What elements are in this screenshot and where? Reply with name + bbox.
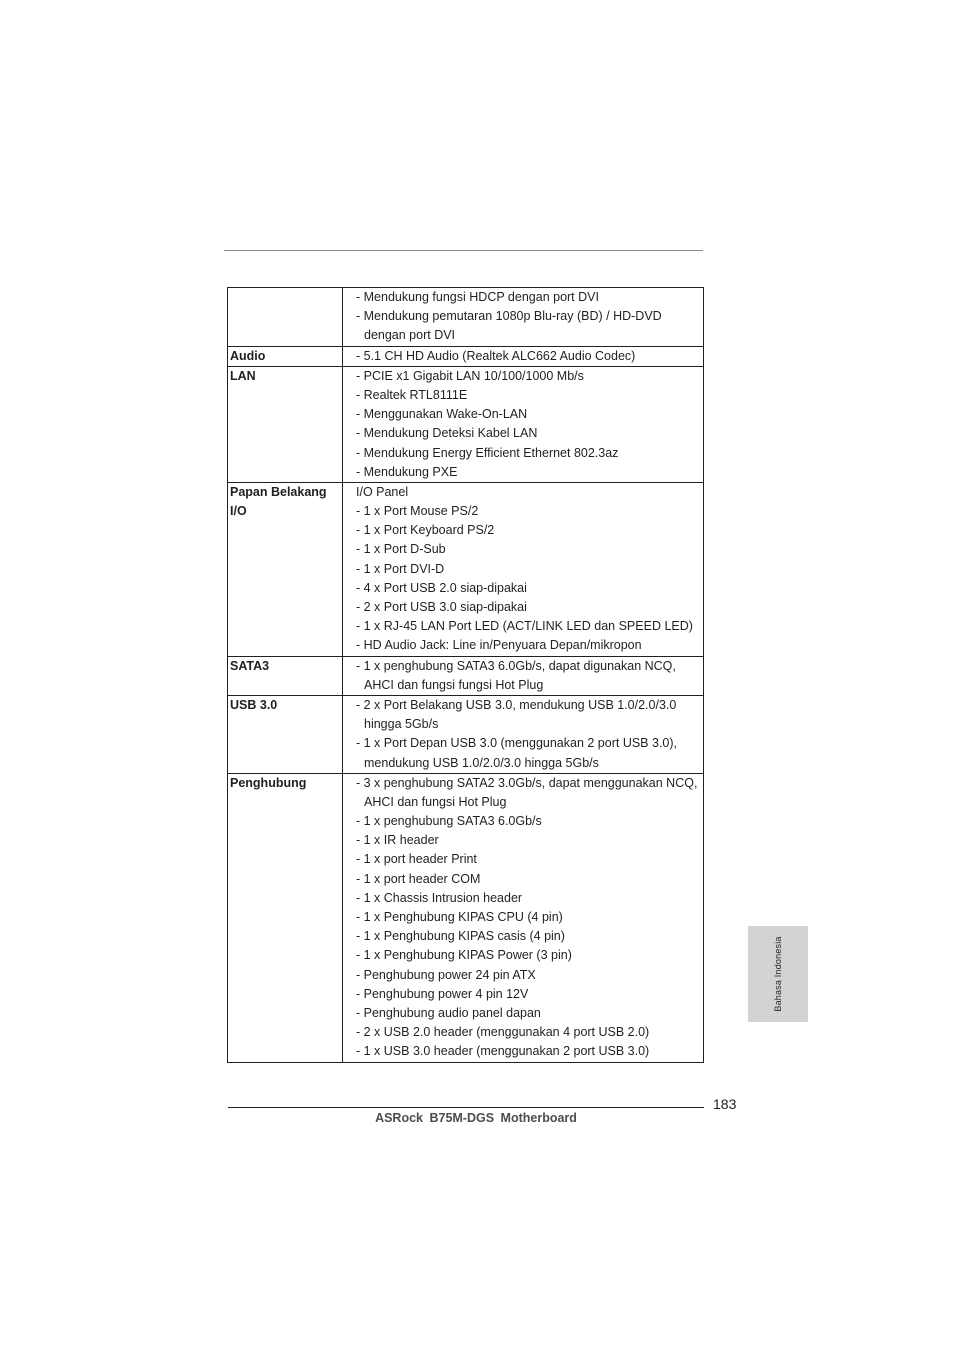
spec-row-graphics-cont <box>228 288 704 347</box>
footer-rule <box>228 1107 704 1108</box>
spec-label-cell <box>228 482 343 656</box>
spec-label: SATA3 <box>230 658 270 673</box>
spec-value-line: - 1 x penghubung SATA3 6.0Gb/s, dapat digunakan NCQ, <box>356 658 676 673</box>
spec-label-cell <box>228 288 343 347</box>
language-tab-label: Bahasa Indonesia <box>773 936 783 1012</box>
spec-value-line: - 1 x port header COM <box>356 871 481 886</box>
spec-value-line: - 1 x Penghubung KIPAS Power (3 pin) <box>356 948 572 963</box>
spec-value-cell <box>343 695 704 773</box>
spec-row-audio <box>228 346 704 366</box>
spec-value-line: - Mendukung Energy Efficient Ethernet 802.3az <box>356 445 619 460</box>
spec-value-line: - 1 x Port Keyboard PS/2 <box>356 523 495 538</box>
spec-value-line: - 1 x Port DVI-D <box>356 561 445 576</box>
spec-value-cell <box>343 656 704 695</box>
spec-value-line: - Realtek RTL8111E <box>356 387 468 402</box>
spec-value-line: I/O Panel <box>356 484 409 499</box>
spec-value-line: - Mendukung fungsi HDCP dengan port DVI <box>356 290 599 304</box>
footer-product-name: ASRock B75M-DGS Motherboard <box>375 1111 577 1125</box>
spec-value-line: AHCI dan fungsi Hot Plug <box>364 794 507 809</box>
language-side-tab <box>748 926 808 1022</box>
spec-value-line: - 1 x Chassis Intrusion header <box>356 890 523 905</box>
spec-value-cell <box>343 773 704 1062</box>
spec-value-line: - 1 x Port D-Sub <box>356 542 446 557</box>
spec-value-line: - Penghubung power 4 pin 12V <box>356 986 529 1001</box>
spec-table-body <box>228 288 704 1063</box>
spec-label: Penghubung <box>230 775 307 790</box>
spec-value-line: hingga 5Gb/s <box>364 717 439 732</box>
spec-row-sata3 <box>228 656 704 695</box>
spec-value-line: - Mendukung Deteksi Kabel LAN <box>356 426 538 441</box>
spec-label-cell <box>228 366 343 482</box>
spec-value-line: - 1 x penghubung SATA3 6.0Gb/s <box>356 814 542 829</box>
spec-label: USB 3.0 <box>230 697 278 712</box>
spec-value-line: - Menggunakan Wake-On-LAN <box>356 407 528 422</box>
spec-value-line: - Penghubung audio panel dapan <box>356 1005 541 1020</box>
page-number: 183 <box>713 1096 737 1112</box>
spec-value-line: - 1 x port header Print <box>356 852 477 867</box>
spec-value-line: - 1 x USB 3.0 header (menggunakan 2 port USB 3.0) <box>356 1044 650 1059</box>
spec-value-line: dengan port DVI <box>364 328 456 343</box>
spec-value-line: - HD Audio Jack: Line in/Penyuara Depan/mikropon <box>356 638 642 653</box>
spec-value-line: mendukung USB 1.0/2.0/3.0 hingga 5Gb/s <box>364 755 599 770</box>
spec-label: Papan Belakang <box>230 484 327 499</box>
spec-value-line: - Mendukung PXE <box>356 464 458 479</box>
spec-value-line: - 1 x Penghubung KIPAS casis (4 pin) <box>356 929 565 944</box>
spec-value-line: - 2 x Port Belakang USB 3.0, mendukung USB 1.0/2.0/3.0 <box>356 697 677 712</box>
spec-label-cell <box>228 346 343 366</box>
spec-value-line: - 1 x IR header <box>356 833 439 848</box>
spec-table <box>227 287 704 1063</box>
spec-label: Audio <box>230 348 266 363</box>
spec-value-line: - 2 x USB 2.0 header (menggunakan 4 port USB 2.0) <box>356 1025 650 1040</box>
top-rule <box>224 250 703 251</box>
spec-row-usb30 <box>228 695 704 773</box>
spec-value-cell <box>343 346 704 366</box>
spec-value-line: - 2 x Port USB 3.0 siap-dipakai <box>356 600 527 614</box>
spec-label: I/O <box>230 504 247 519</box>
spec-value-line: - Penghubung power 24 pin ATX <box>356 967 536 982</box>
spec-value-line: - 3 x penghubung SATA2 3.0Gb/s, dapat menggunakan NCQ, <box>356 775 698 790</box>
spec-row-rear-io <box>228 482 704 656</box>
spec-value-cell <box>343 482 704 656</box>
spec-value-line: - 1 x RJ-45 LAN Port LED (ACT/LINK LED dan SPEED LED) <box>356 619 693 634</box>
spec-label-cell <box>228 773 343 1062</box>
spec-value-line: - 1 x Penghubung KIPAS CPU (4 pin) <box>356 910 563 924</box>
spec-row-connectors <box>228 773 704 1062</box>
spec-value-line: - 5.1 CH HD Audio (Realtek ALC662 Audio Codec) <box>356 348 636 363</box>
spec-value-line: - 1 x Port Depan USB 3.0 (menggunakan 2 port USB 3.0), <box>356 736 678 751</box>
spec-value-cell <box>343 366 704 482</box>
spec-row-lan <box>228 366 704 482</box>
spec-value-line: - 1 x Port Mouse PS/2 <box>356 504 479 519</box>
spec-value-line: - 4 x Port USB 2.0 siap-dipakai <box>356 580 527 595</box>
spec-label-cell <box>228 656 343 695</box>
spec-value-line: - Mendukung pemutaran 1080p Blu-ray (BD) / HD-DVD <box>356 309 662 324</box>
spec-value-line: - PCIE x1 Gigabit LAN 10/100/1000 Mb/s <box>356 368 584 383</box>
spec-value-cell <box>343 288 704 347</box>
spec-label: LAN <box>230 368 256 383</box>
spec-label-cell <box>228 695 343 773</box>
spec-value-line: AHCI dan fungsi fungsi Hot Plug <box>364 677 544 692</box>
